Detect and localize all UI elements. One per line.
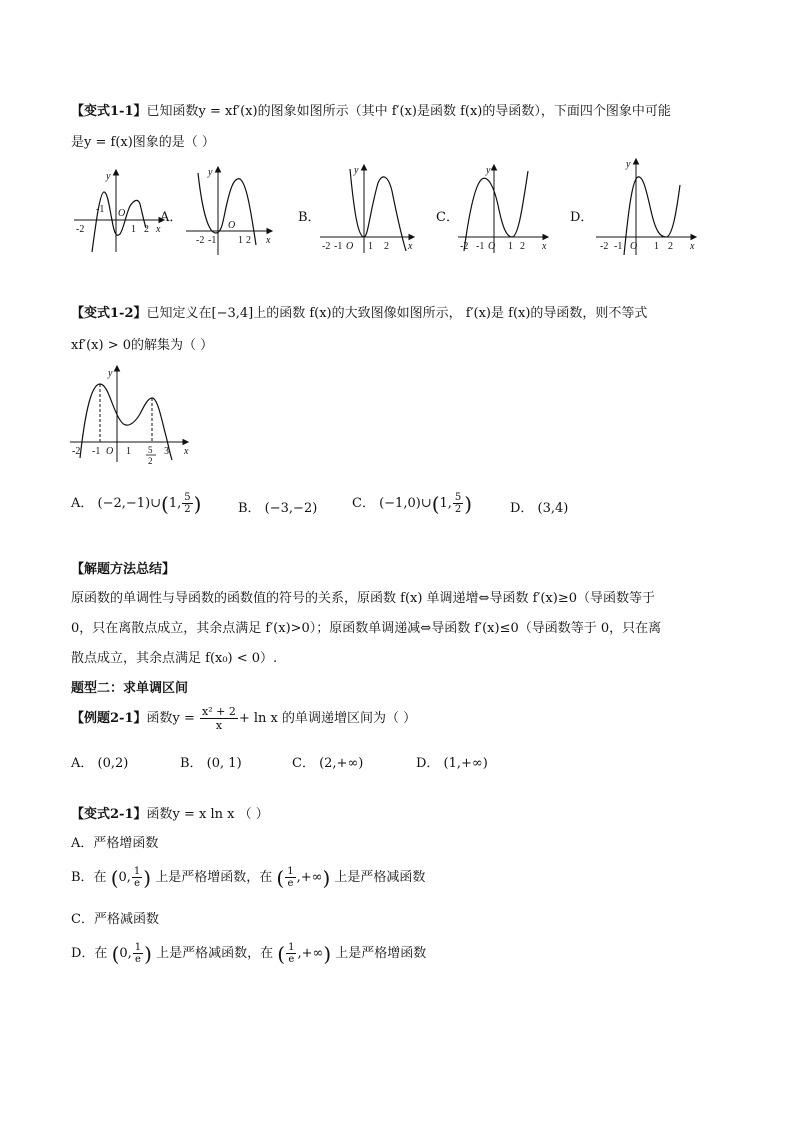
q12-opt-d: D． (3,4) xyxy=(510,501,569,516)
gA-label-x: x xyxy=(266,235,271,246)
graph-q11-b xyxy=(320,161,420,255)
gD-label-o: O xyxy=(630,241,638,252)
var21-opt-b-mid: 上是严格增函数，在 xyxy=(155,870,273,885)
q12-opt-a-label: A． xyxy=(71,496,94,511)
q12-line1 xyxy=(71,302,647,321)
gC-label-m2: -2 xyxy=(460,241,469,252)
var21-d-zero: 0, xyxy=(119,946,132,961)
var21-d-inf: ,+∞ xyxy=(297,946,324,961)
graph-q11-a xyxy=(186,165,276,257)
q12-opt-c-pre: (−1,0)∪ xyxy=(379,496,432,511)
q12-tag: 【变式1-2】 xyxy=(71,306,147,321)
var21-opt-d-label: D．在 xyxy=(71,946,108,961)
ex21-stem xyxy=(71,704,416,734)
var21-stem xyxy=(71,803,269,822)
g1-label-2: 2 xyxy=(144,224,149,235)
q12-line2: xf′(x) > 0的解集为（ ） xyxy=(71,338,214,353)
ex21-opt-c: C． (2,+∞) xyxy=(292,756,364,771)
var21-opt-a: A．严格增函数 xyxy=(71,836,159,851)
var21-text: 函数y = x ln x （ ） xyxy=(146,807,269,822)
ex21-tag: 【例题2-1】 xyxy=(71,711,147,726)
q11-opt-c: C． xyxy=(436,210,459,225)
q12-opt-c: C． (−1,0)∪(1, $\frac{5}{2}$ ) xyxy=(352,491,473,516)
g12-label-3: 3 xyxy=(164,446,169,457)
var21-d-e1: e xyxy=(135,954,141,965)
g12-label-m1: -1 xyxy=(92,446,101,457)
summary-title: 【解题方法总结】 xyxy=(71,562,176,577)
q12-opt-c-num: 5 xyxy=(454,492,462,503)
var21-tag: 【变式2-1】 xyxy=(71,807,147,822)
gA-label-y: y xyxy=(208,167,213,178)
q11-opt-d: D． xyxy=(570,210,594,225)
gC-label-x: x xyxy=(542,241,547,252)
graph-q12 xyxy=(70,362,196,468)
g1-label-m1: -1 xyxy=(96,204,105,215)
g12-label-1: 1 xyxy=(126,446,131,457)
q11-line2: 是y = f(x)图象的是（ ） xyxy=(71,135,215,150)
g12-label-x: x xyxy=(184,446,189,457)
q12-opt-a-den: 2 xyxy=(184,504,191,515)
gC-label-y: y xyxy=(486,165,491,176)
g12-label-y: y xyxy=(108,368,113,379)
ex21-pre: 函数y = xyxy=(146,711,195,726)
summary-line1: 原函数的单调性与导函数的函数值的符号的关系，原函数 f(x) 单调递增⇔导函数 f′(x)≥0（导函数等于 xyxy=(71,591,655,606)
q11-tag: 【变式1-1】 xyxy=(71,104,147,119)
gB-label-o: O xyxy=(346,241,354,252)
g1-label-o: O xyxy=(118,208,126,219)
g12-label-5: 5 xyxy=(148,445,153,455)
ex21-frac-den: x xyxy=(215,719,223,732)
q12-opt-a-pre: (−2,−1)∪ xyxy=(97,496,162,511)
gA-label-1: 1 xyxy=(238,235,243,246)
g1-label-y: y xyxy=(106,171,111,182)
gA-label-m2: -2 xyxy=(196,235,205,246)
var21-b-one2: 1 xyxy=(287,866,294,877)
g1-label-1: 1 xyxy=(131,224,136,235)
q12-opt-a-int: 1, xyxy=(168,496,182,511)
type2-title: 题型二：求单调区间 xyxy=(71,681,189,696)
var21-b-e2: e xyxy=(287,878,294,889)
var21-opt-d-end: 上是严格增函数 xyxy=(335,946,427,961)
q12-opt-a: A． (−2,−1)∪(1, $\frac{5}{2}$ ) xyxy=(71,491,202,516)
q11-opt-b: B． xyxy=(298,210,321,225)
gD-label-1: 1 xyxy=(654,241,659,252)
q12-opt-b: B． (−3,−2) xyxy=(238,501,318,516)
gB-label-m1: -1 xyxy=(334,241,343,252)
q11-line1 xyxy=(71,100,671,119)
var21-d-one1: 1 xyxy=(134,942,142,953)
g12-label-2: 2 xyxy=(148,456,153,466)
ex21-frac-num: x² + 2 xyxy=(202,705,236,718)
gD-label-2: 2 xyxy=(668,241,673,252)
g1-label-x: x xyxy=(156,224,161,235)
gB-label-x: x xyxy=(408,241,413,252)
summary-line2: 0，只在离散点成立，其余点满足 f′(x)>0）；原函数单调递减⇔导函数 f′(x)≤0（导函数等于 0，只在离 xyxy=(71,621,662,636)
ex21-opt-d: D． (1,+∞) xyxy=(416,756,488,771)
gB-label-y: y xyxy=(354,165,359,176)
ex21-opt-b: B． (0, 1) xyxy=(180,756,242,771)
graph-q11-c xyxy=(458,161,554,255)
q11-text1: 已知函数y = xf′(x)的图象如图所示（其中 f′(x)是函数 f(x)的导函数），下面四个图象中可能 xyxy=(146,104,671,119)
var21-b-inf: ,+∞ xyxy=(296,870,323,885)
gA-label-o: O xyxy=(228,220,236,231)
var21-b-one1: 1 xyxy=(133,866,141,877)
gB-label-2: 2 xyxy=(384,241,389,252)
gC-label-o: O xyxy=(488,241,496,252)
graph-q11-given xyxy=(72,162,172,256)
q12-text1: 已知定义在[−3,4]上的函数 f(x)的大致图像如图所示， f′(x)是 f(x)的导函数，则不等式 xyxy=(146,306,648,321)
gA-label-2: 2 xyxy=(246,235,251,246)
gB-label-m2: -2 xyxy=(322,241,331,252)
var21-d-one2: 1 xyxy=(288,942,295,953)
var21-b-e1: e xyxy=(134,878,141,889)
g12-label-o: O xyxy=(106,446,114,457)
gD-label-x: x xyxy=(690,241,695,252)
gD-label-m1: -1 xyxy=(614,241,623,252)
q12-opt-c-label: C． xyxy=(352,496,375,511)
q12-opt-c-den: 2 xyxy=(454,504,462,515)
q12-opt-a-num: 5 xyxy=(184,492,191,503)
graph-q11-d xyxy=(596,155,700,257)
var21-b-zero: 0, xyxy=(118,870,131,885)
gC-label-m1: -1 xyxy=(476,241,485,252)
gB-label-1: 1 xyxy=(368,241,373,252)
gA-label-m1: -1 xyxy=(208,235,217,246)
gC-label-1: 1 xyxy=(508,241,513,252)
g1-label-m2: -2 xyxy=(76,224,85,235)
q11-opt-a: A． xyxy=(160,210,183,225)
var21-opt-b: B．在 (0, $\frac{1}{e}$ ) 上是严格增函数，在 ( $\frac{1}{e}$ ,+∞) 上是严格减函数 xyxy=(71,865,426,890)
gD-label-m2: -2 xyxy=(600,241,609,252)
gC-label-2: 2 xyxy=(520,241,525,252)
var21-d-e2: e xyxy=(288,954,295,965)
var21-opt-d: D．在 (0, $\frac{1}{e}$ ) 上是严格减函数，在 ( $\frac{1}{e}$ ,+∞) 上是严格增函数 xyxy=(71,941,427,966)
ex21-opt-a: A． (0,2) xyxy=(71,756,129,771)
ex21-post: + ln x 的单调递增区间为（ ） xyxy=(238,711,417,726)
g12-label-m2: -2 xyxy=(72,446,81,457)
q12-opt-c-int: 1, xyxy=(439,496,452,511)
var21-opt-b-end: 上是严格减函数 xyxy=(334,870,426,885)
var21-opt-d-mid: 上是严格减函数，在 xyxy=(156,946,274,961)
var21-opt-b-label: B．在 xyxy=(71,870,107,885)
gD-label-y: y xyxy=(626,159,631,170)
var21-opt-c: C．严格减函数 xyxy=(71,912,159,927)
summary-line3: 散点成立，其余点满足 f(x₀) < 0）. xyxy=(71,651,278,666)
